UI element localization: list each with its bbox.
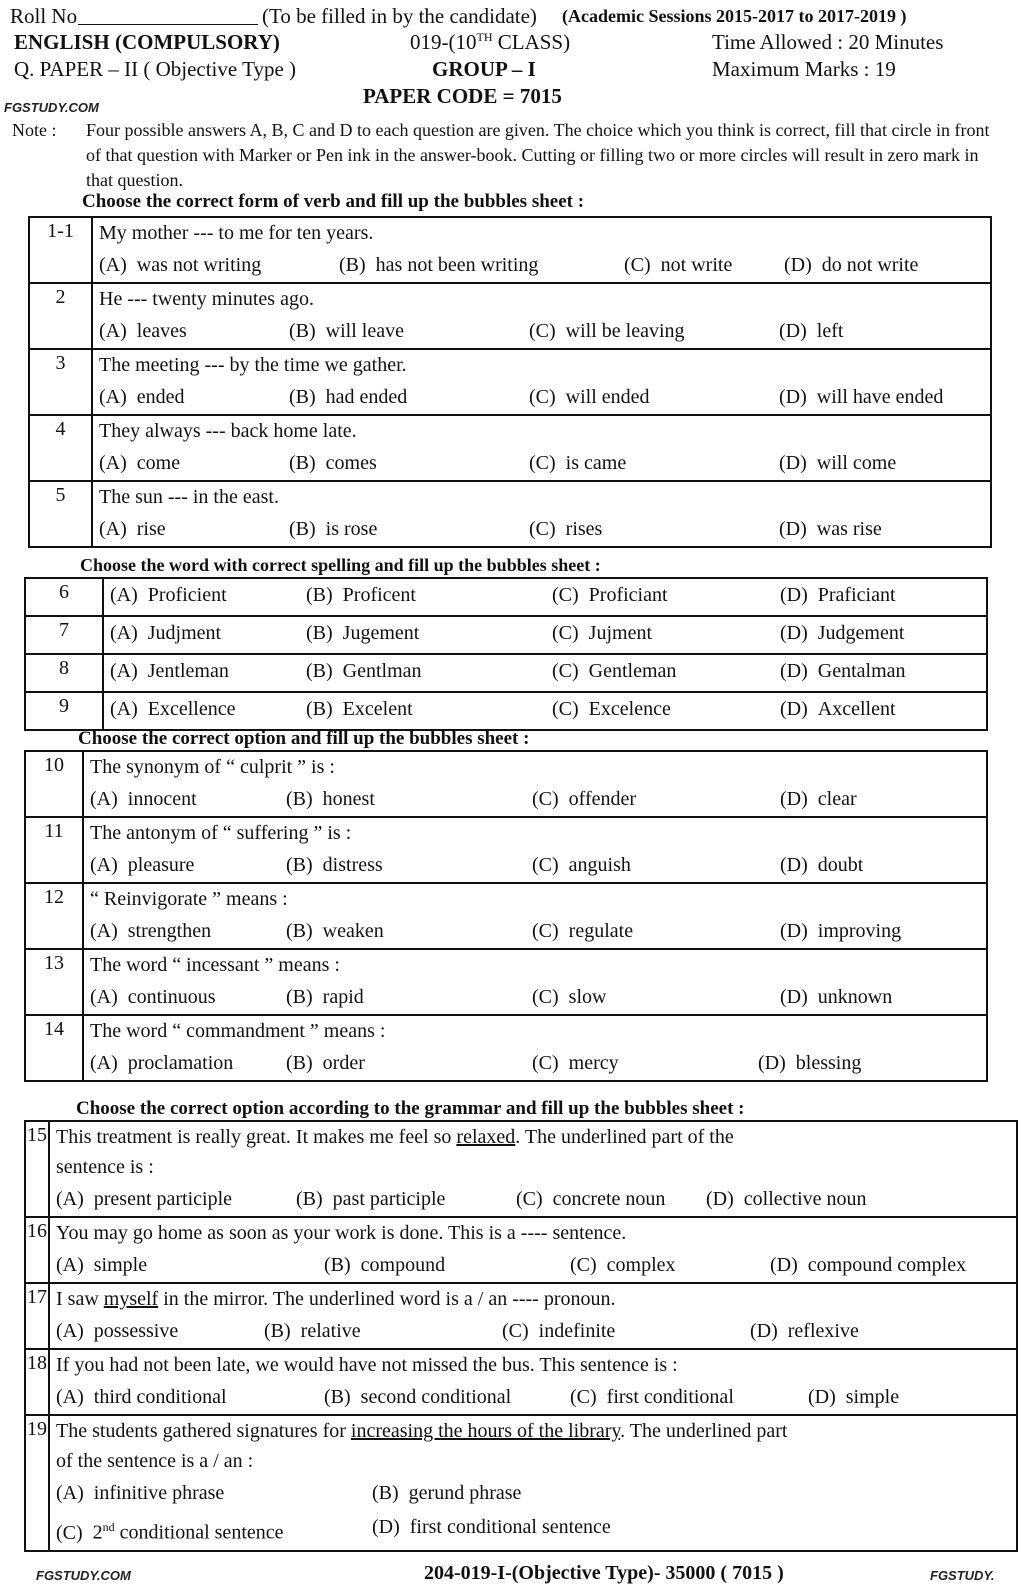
question-number: 14 (25, 1015, 83, 1081)
roll-no-label: Roll No (10, 4, 78, 28)
time-allowed: Time Allowed : 20 Minutes (712, 30, 944, 54)
option-b[interactable]: (B) second conditional (324, 1386, 512, 1408)
option-a[interactable]: (A) was not writing (99, 254, 262, 276)
question-row (25, 692, 987, 730)
section-4-title: Choose the correct option according to the grammar and fill up the bubbles sheet : (76, 1098, 745, 1119)
question-row (25, 751, 987, 817)
question-number: 9 (25, 692, 103, 730)
question-row (29, 481, 991, 547)
option-a[interactable]: (A) Jentleman (110, 660, 229, 682)
question-stem-line2: sentence is : (56, 1156, 154, 1178)
question-row (25, 949, 987, 1015)
footer-paper-code: 204-019-I-(Objective Type)- 35000 ( 7015 ) (424, 1562, 784, 1584)
question-number: 5 (29, 481, 92, 547)
question-row (25, 578, 987, 616)
option-d[interactable]: (D) collective noun (706, 1188, 867, 1210)
option-b[interactable]: (B) past participle (296, 1188, 446, 1210)
option-c[interactable]: (C) complex (570, 1254, 676, 1276)
option-c[interactable]: (C) anguish (532, 854, 631, 876)
question-body (83, 949, 987, 1015)
question-stem: The word “ commandment ” means : (90, 1020, 386, 1042)
question-stem: He --- twenty minutes ago. (99, 288, 314, 310)
option-b[interactable]: (B) Proficent (306, 584, 416, 606)
option-d[interactable]: (D) Judgement (780, 622, 905, 644)
option-a[interactable]: (A) continuous (90, 986, 216, 1008)
question-stem: The sun --- in the east. (99, 486, 279, 508)
option-d[interactable]: (D) was rise (779, 518, 882, 540)
question-row (25, 1283, 1017, 1349)
option-b[interactable]: (B) had ended (289, 386, 408, 408)
section-3-title: Choose the correct option and fill up the bubbles sheet : (78, 728, 530, 749)
question-row (29, 283, 991, 349)
question-body (49, 1415, 1017, 1551)
question-row (25, 1217, 1017, 1283)
question-number: 12 (25, 883, 83, 949)
options-row (110, 579, 980, 612)
question-stem: My mother --- to me for ten years. (99, 222, 374, 244)
option-a[interactable]: (A) Judjment (110, 622, 222, 644)
option-a[interactable]: (A) pleasure (90, 854, 195, 876)
option-a[interactable]: (A) simple (56, 1254, 148, 1276)
section-2-table (24, 577, 988, 731)
question-body (92, 481, 991, 547)
question-number: 16 (25, 1217, 49, 1283)
roll-no-field[interactable] (78, 24, 258, 25)
option-c[interactable]: (C) Excelence (552, 698, 671, 720)
question-row (25, 883, 987, 949)
paper-type: Q. PAPER – II ( Objective Type ) (14, 57, 297, 81)
option-c[interactable]: (C) will be leaving (529, 320, 685, 342)
option-c[interactable]: (C) mercy (532, 1052, 619, 1074)
option-d[interactable]: (D) will have ended (779, 386, 944, 408)
option-b[interactable]: (B) will leave (289, 320, 404, 342)
question-number: 3 (29, 349, 92, 415)
question-row (25, 1415, 1017, 1551)
option-c[interactable]: (C) Proficiant (552, 584, 668, 606)
option-d[interactable]: (D) clear (780, 788, 857, 810)
option-a[interactable]: (A) Excellence (110, 698, 236, 720)
option-c[interactable]: (C) will ended (529, 386, 650, 408)
options-row (56, 1248, 1010, 1282)
options-row (90, 1046, 980, 1080)
question-body (92, 415, 991, 481)
option-a[interactable]: (A) ended (99, 386, 185, 408)
question-body (83, 883, 987, 949)
section-1-title: Choose the correct form of verb and fill up the bubbles sheet : (82, 191, 585, 212)
question-body (83, 1015, 987, 1081)
question-number: 10 (25, 751, 83, 817)
question-stem: You may go home as soon as your work is done. This is a ---- sentence. (56, 1222, 627, 1244)
options-row (99, 512, 984, 546)
question-row (29, 415, 991, 481)
academic-sessions: (Academic Sessions 2015-2017 to 2017-2019 ) (562, 6, 907, 26)
note-text: Four possible answers A, B, C and D to each question are given. The choice which you think is correct, fill that circle in front of that question with Marker or Pen ink in the answer-book. Cutting or filling two or more circles will result in zero mark in that question. (86, 120, 990, 190)
footer-watermark-right: FGSTUDY. (930, 1568, 995, 1583)
option-d[interactable]: (D) Axcellent (780, 698, 896, 720)
option-c[interactable]: (C) Jujment (552, 622, 653, 644)
option-a[interactable]: (A) come (99, 452, 181, 474)
option-a[interactable]: (A) strengthen (90, 920, 212, 942)
option-d[interactable]: (D) blessing (758, 1052, 862, 1074)
question-body (103, 692, 987, 730)
question-body (49, 1283, 1017, 1349)
question-body (92, 349, 991, 415)
option-b[interactable]: (B) order (286, 1052, 365, 1074)
question-row (25, 1121, 1017, 1217)
option-b[interactable]: (B) comes (289, 452, 377, 474)
option-d[interactable]: (D) Gentalman (780, 660, 906, 682)
options-row (99, 446, 984, 480)
option-c[interactable]: (C) slow (532, 986, 607, 1008)
question-stem: They always --- back home late. (99, 420, 357, 442)
option-a[interactable]: (A) innocent (90, 788, 197, 810)
question-stem-line2: of the sentence is a / an : (56, 1450, 254, 1472)
question-body (49, 1349, 1017, 1415)
watermark: FGSTUDY.COM (4, 100, 99, 115)
group-label: GROUP – I (432, 57, 536, 81)
option-c[interactable]: (C) Gentleman (552, 660, 677, 682)
question-number: 8 (25, 654, 103, 692)
options-row (99, 248, 984, 282)
question-body (103, 616, 987, 654)
section-1-table (28, 216, 992, 548)
option-a[interactable]: (A) proclamation (90, 1052, 234, 1074)
maximum-marks: Maximum Marks : 19 (712, 57, 896, 81)
question-stem: The antonym of “ suffering ” is : (90, 822, 352, 844)
options-row (90, 914, 980, 948)
question-number: 17 (25, 1283, 49, 1349)
options-row (90, 782, 980, 816)
option-a[interactable]: (A) rise (99, 518, 166, 540)
option-a[interactable]: (A) Proficient (110, 584, 227, 606)
option-c[interactable]: (C) 2nd conditional sentence (56, 1520, 284, 1544)
question-body (92, 217, 991, 283)
question-number: 6 (25, 578, 103, 616)
options-row (99, 380, 984, 414)
option-c[interactable]: (C) concrete noun (516, 1188, 666, 1210)
question-number: 7 (25, 616, 103, 654)
option-c[interactable]: (C) first conditional (570, 1386, 734, 1408)
option-b[interactable]: (B) has not been writing (339, 254, 539, 276)
options-row (110, 617, 980, 650)
question-body (83, 817, 987, 883)
option-b[interactable]: (B) compound (324, 1254, 446, 1276)
options-row (110, 693, 980, 726)
section-4-table (24, 1120, 1018, 1552)
options-row (110, 655, 980, 688)
question-stem: If you had not been late, we would have not missed the bus. This sentence is : (56, 1354, 678, 1376)
paper-code: PAPER CODE = 7015 (363, 84, 562, 108)
question-body (103, 578, 987, 616)
question-stem: The synonym of “ culprit ” is : (90, 756, 335, 778)
roll-no-hint: (To be filled in by the candidate) (262, 4, 537, 28)
section-2-title: Choose the word with correct spelling and fill up the bubbles sheet : (80, 555, 601, 575)
question-number: 2 (29, 283, 92, 349)
options-row (99, 314, 984, 348)
question-stem: The students gathered signatures for increasing the hours of the library. The underlined part (56, 1420, 788, 1442)
option-c[interactable]: (C) rises (529, 518, 603, 540)
question-row (29, 349, 991, 415)
option-c[interactable]: (C) not write (624, 254, 733, 276)
option-a[interactable]: (A) possessive (56, 1320, 179, 1342)
option-b[interactable]: (B) Gentlman (306, 660, 422, 682)
question-row (25, 616, 987, 654)
option-d[interactable]: (D) left (779, 320, 844, 342)
option-b[interactable]: (B) is rose (289, 518, 378, 540)
option-d[interactable]: (D) do not write (784, 254, 919, 276)
subject-title: ENGLISH (COMPULSORY) (14, 30, 280, 54)
options-row (56, 1182, 1010, 1216)
instructions-note (12, 118, 1002, 193)
option-d[interactable]: (D) simple (808, 1386, 900, 1408)
option-b[interactable]: (B) relative (264, 1320, 361, 1342)
option-d[interactable]: (D) will come (779, 452, 897, 474)
option-b[interactable]: (B) gerund phrase (372, 1482, 522, 1504)
option-b[interactable]: (B) distress (286, 854, 383, 876)
option-d[interactable]: (D) compound complex (770, 1254, 967, 1276)
question-stem: “ Reinvigorate ” means : (90, 888, 288, 910)
question-row (25, 1015, 987, 1081)
option-b[interactable]: (B) Jugement (306, 622, 420, 644)
class-code: 019-(10TH CLASS) (410, 30, 571, 54)
option-d[interactable]: (D) improving (780, 920, 902, 942)
question-body (49, 1217, 1017, 1283)
question-number: 1-1 (29, 217, 92, 283)
option-a[interactable]: (A) third conditional (56, 1386, 227, 1408)
options-row (90, 980, 980, 1014)
question-row (29, 217, 991, 283)
option-c[interactable]: (C) is came (529, 452, 627, 474)
question-body (49, 1121, 1017, 1217)
option-a[interactable]: (A) infinitive phrase (56, 1482, 225, 1504)
option-b[interactable]: (B) weaken (286, 920, 384, 942)
question-number: 18 (25, 1349, 49, 1415)
question-stem: I saw myself in the mirror. The underlined word is a / an ---- pronoun. (56, 1288, 616, 1310)
question-body (83, 751, 987, 817)
option-c[interactable]: (C) regulate (532, 920, 634, 942)
options-row (56, 1314, 1010, 1348)
question-stem: This treatment is really great. It makes me feel so relaxed. The underlined part of the (56, 1126, 734, 1148)
option-d[interactable]: (D) first conditional sentence (372, 1516, 611, 1538)
option-d[interactable]: (D) reflexive (750, 1320, 859, 1342)
option-d[interactable]: (D) Praficiant (780, 584, 896, 606)
footer-watermark-left: FGSTUDY.COM (36, 1568, 131, 1583)
option-d[interactable]: (D) unknown (780, 986, 893, 1008)
question-body (92, 283, 991, 349)
option-a[interactable]: (A) present participle (56, 1188, 233, 1210)
question-row (25, 817, 987, 883)
question-number: 4 (29, 415, 92, 481)
question-row (25, 1349, 1017, 1415)
question-row (25, 654, 987, 692)
option-d[interactable]: (D) doubt (780, 854, 864, 876)
question-body (103, 654, 987, 692)
option-c[interactable]: (C) indefinite (502, 1320, 616, 1342)
question-stem: The meeting --- by the time we gather. (99, 354, 407, 376)
section-3-table (24, 750, 988, 1082)
option-c[interactable]: (C) offender (532, 788, 637, 810)
note-label: Note : (12, 120, 57, 140)
question-number: 15 (25, 1121, 49, 1217)
option-b[interactable]: (B) rapid (286, 986, 364, 1008)
options-row (56, 1380, 1010, 1414)
question-number: 19 (25, 1415, 49, 1551)
question-number: 11 (25, 817, 83, 883)
options-row (90, 848, 980, 882)
question-stem: The word “ incessant ” means : (90, 954, 340, 976)
option-b[interactable]: (B) honest (286, 788, 375, 810)
question-number: 13 (25, 949, 83, 1015)
option-a[interactable]: (A) leaves (99, 320, 187, 342)
option-b[interactable]: (B) Excelent (306, 698, 413, 720)
